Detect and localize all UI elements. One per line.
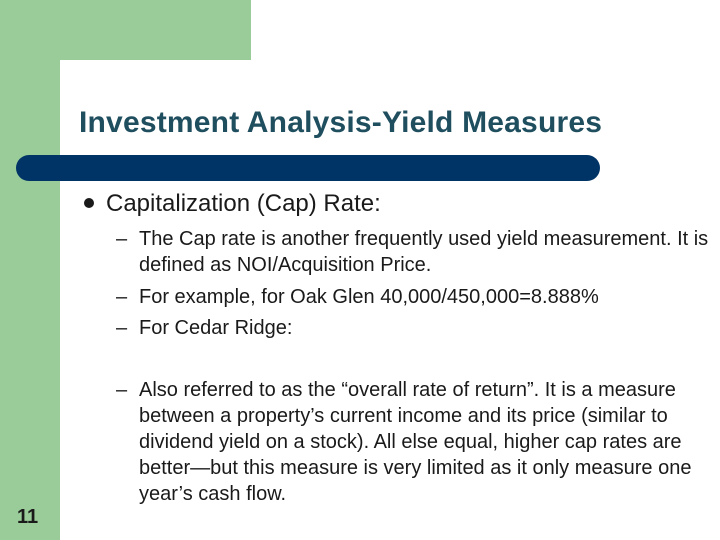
bullet-dot-icon bbox=[84, 198, 94, 208]
slide-title: Investment Analysis-Yield Measures bbox=[79, 106, 603, 139]
subitem-example-oak-glen: For example, for Oak Glen 40,000/450,000=8.888% bbox=[139, 286, 599, 308]
dash-marker: – bbox=[116, 317, 128, 339]
left-green-strip bbox=[0, 0, 60, 540]
subitem-cedar-ridge: For Cedar Ridge: bbox=[139, 317, 293, 339]
main-bullet-text: Capitalization (Cap) Rate: bbox=[106, 190, 381, 217]
dash-marker: – bbox=[116, 286, 128, 308]
page-number: 11 bbox=[17, 506, 39, 528]
dash-marker: – bbox=[116, 228, 128, 250]
dash-marker: – bbox=[116, 379, 128, 401]
subitem-definition: The Cap rate is another frequently used yield measurement. It is defined as NOI/Acquisition Price. bbox=[139, 228, 709, 276]
title-underline-bar bbox=[16, 155, 600, 181]
subitem-overall-rate: Also referred to as the “overall rate of return”. It is a measure between a property’s current income and its price (similar to dividend yield on a stock). All else equal, higher cap rates are better—but this measure is very limited as it only measure one year’s cash flow. bbox=[139, 379, 692, 505]
